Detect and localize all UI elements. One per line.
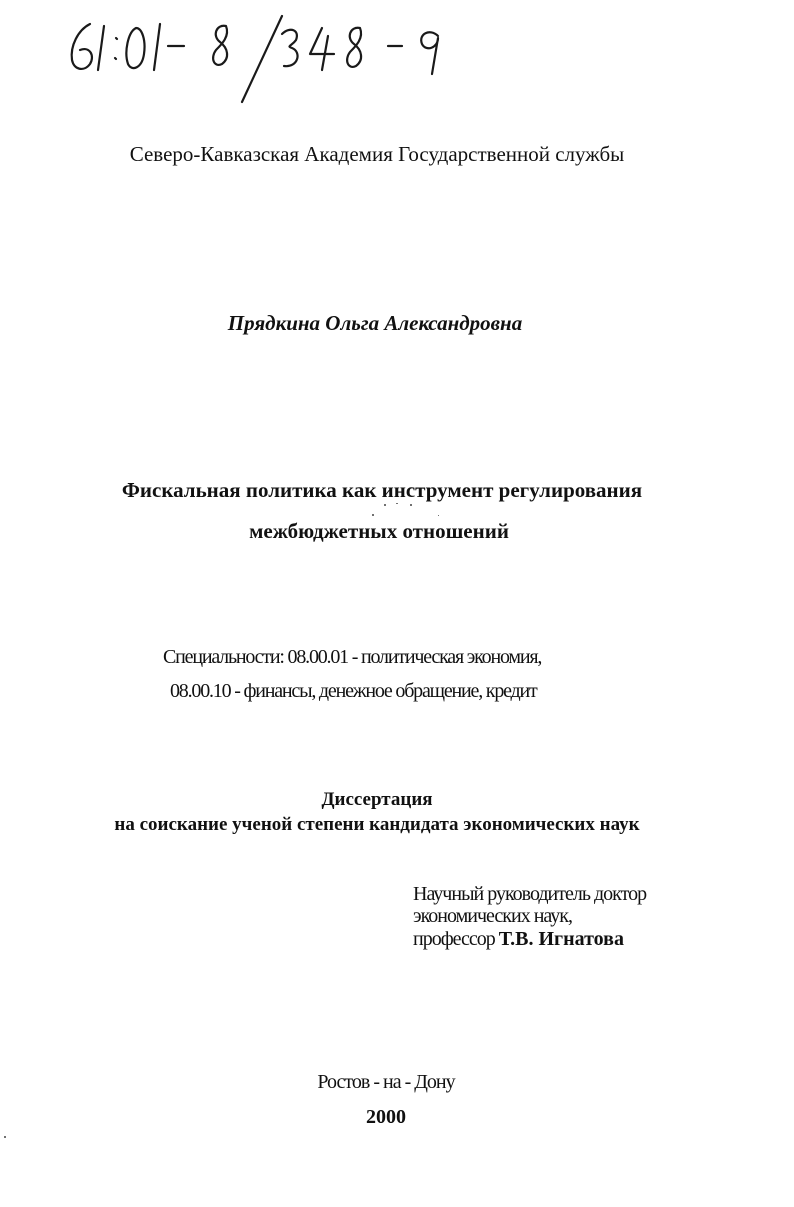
thesis-title-line-1: Фискальная политика как инструмент регулирования xyxy=(121,478,643,502)
advisor-line-2: экономических наук, xyxy=(413,905,572,927)
specialties-line-1: Специальности: 08.00.01 - политическая экономия, xyxy=(163,646,542,668)
thesis-title-line-2: межбюджетных отношений xyxy=(249,519,509,543)
thesis-type: Диссертация xyxy=(321,789,433,810)
advisor-name: Т.В. Игнатова xyxy=(498,928,624,950)
scan-speck xyxy=(4,1136,6,1138)
scan-speck xyxy=(384,504,386,506)
advisor-line-3 xyxy=(413,929,624,949)
handwritten-code-drawing xyxy=(60,8,470,104)
scan-speck xyxy=(372,514,374,516)
institution-name: Северо-Кавказская Академия Государственной службы xyxy=(129,142,625,166)
scan-speck xyxy=(410,504,412,506)
specialties-line-2: 08.00.10 - финансы, денежное обращение, кредит xyxy=(170,680,537,702)
place-of-publication: Ростов - на - Дону xyxy=(317,1071,455,1093)
handwritten-archive-code xyxy=(60,8,470,104)
advisor-line-1: Научный руководитель доктор xyxy=(413,883,647,905)
scan-speck xyxy=(396,503,398,504)
advisor-title: профессор xyxy=(413,928,495,950)
degree-sought: на соискание ученой степени кандидата экономических наук xyxy=(114,814,640,835)
author-name: Прядкина Ольга Александровна xyxy=(227,311,523,335)
scan-speck xyxy=(438,515,439,516)
publication-year: 2000 xyxy=(366,1106,406,1128)
